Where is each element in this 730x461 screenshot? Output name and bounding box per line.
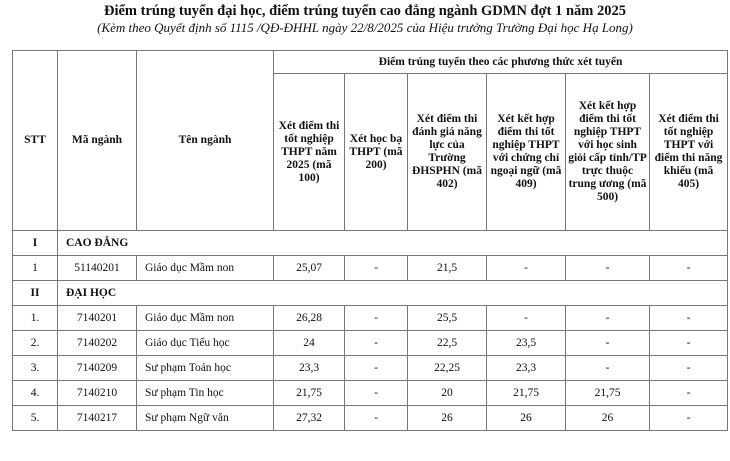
row-stt: 1 xyxy=(13,256,58,281)
header-method-405: Xét điểm thi tốt nghiệp THPT với điểm thi năng khiếu (mã 405) xyxy=(650,74,728,231)
score-500: - xyxy=(566,331,650,356)
header-method-100: Xét điểm thi tốt nghiệp THPT năm 2025 (mã 100) xyxy=(274,74,345,231)
section-roman: I xyxy=(13,231,58,256)
score-500: - xyxy=(566,356,650,381)
score-409: 23,5 xyxy=(487,331,566,356)
score-100: 25,07 xyxy=(274,256,345,281)
score-100: 21,75 xyxy=(274,381,345,406)
score-100: 27,32 xyxy=(274,406,345,431)
score-200: - xyxy=(345,406,408,431)
score-100: 23,3 xyxy=(274,356,345,381)
score-402: 21,5 xyxy=(408,256,487,281)
score-409: - xyxy=(487,306,566,331)
section-name: CAO ĐẲNG xyxy=(58,231,728,256)
score-402: 25,5 xyxy=(408,306,487,331)
score-100: 26,28 xyxy=(274,306,345,331)
score-405: - xyxy=(650,331,728,356)
row-stt: 1. xyxy=(13,306,58,331)
row-code: 7140209 xyxy=(58,356,137,381)
table-body xyxy=(13,231,728,431)
table-row xyxy=(13,406,728,431)
score-402: 22,5 xyxy=(408,331,487,356)
document-subtitle: (Kèm theo Quyết định số 1115 /QĐ-ĐHHL ngày 22/8/2025 của Hiệu trưởng Trường Đại học Hạ Long) xyxy=(97,20,633,35)
score-100: 24 xyxy=(274,331,345,356)
section-row xyxy=(13,231,728,256)
row-name: Sư phạm Tin học xyxy=(137,381,274,406)
header-stt: STT xyxy=(13,51,58,231)
score-405: - xyxy=(650,356,728,381)
table-row xyxy=(13,256,728,281)
table-row xyxy=(13,381,728,406)
score-409: 26 xyxy=(487,406,566,431)
score-409: 21,75 xyxy=(487,381,566,406)
row-code: 7140210 xyxy=(58,381,137,406)
row-name: Giáo dục Tiểu học xyxy=(137,331,274,356)
score-405: - xyxy=(650,256,728,281)
score-200: - xyxy=(345,331,408,356)
row-name: Giáo dục Mầm non xyxy=(137,256,274,281)
table-row xyxy=(13,306,728,331)
score-409: 23,3 xyxy=(487,356,566,381)
table-row xyxy=(13,331,728,356)
score-409: - xyxy=(487,256,566,281)
section-row xyxy=(13,281,728,306)
score-500: - xyxy=(566,306,650,331)
header-method-500: Xét kết hợp điểm thi tốt nghiệp THPT với học sinh giỏi cấp tỉnh/TP trực thuộc trung ương (mã 500) xyxy=(566,74,650,231)
score-405: - xyxy=(650,381,728,406)
score-405: - xyxy=(650,406,728,431)
score-405: - xyxy=(650,306,728,331)
header-method-402: Xét điểm thi đánh giá năng lực của Trường ĐHSPHN (mã 402) xyxy=(408,74,487,231)
table-row xyxy=(13,356,728,381)
score-402: 20 xyxy=(408,381,487,406)
row-code: 7140217 xyxy=(58,406,137,431)
row-stt: 3. xyxy=(13,356,58,381)
score-402: 22,25 xyxy=(408,356,487,381)
score-200: - xyxy=(345,381,408,406)
score-500: 26 xyxy=(566,406,650,431)
header-method-200: Xét học bạ THPT (mã 200) xyxy=(345,74,408,231)
row-name: Giáo dục Mầm non xyxy=(137,306,274,331)
admission-scores-table xyxy=(12,50,728,431)
row-code: 7140201 xyxy=(58,306,137,331)
header-method-409: Xét kết hợp điểm thi tốt nghiệp THPT với chứng chỉ ngoại ngữ (mã 409) xyxy=(487,74,566,231)
document-title: Điểm trúng tuyển đại học, điểm trúng tuyển cao đẳng ngành GDMN đợt 1 năm 2025 xyxy=(103,3,626,19)
score-500: 21,75 xyxy=(566,381,650,406)
score-200: - xyxy=(345,306,408,331)
row-stt: 4. xyxy=(13,381,58,406)
score-402: 26 xyxy=(408,406,487,431)
header-ma-nganh: Mã ngành xyxy=(58,51,137,231)
header-methods-group: Điểm trúng tuyển theo các phương thức xét tuyển xyxy=(274,51,728,74)
row-stt: 5. xyxy=(13,406,58,431)
row-stt: 2. xyxy=(13,331,58,356)
section-roman: II xyxy=(13,281,58,306)
header-ten-nganh: Tên ngành xyxy=(137,51,274,231)
score-200: - xyxy=(345,356,408,381)
score-500: - xyxy=(566,256,650,281)
row-code: 7140202 xyxy=(58,331,137,356)
section-name: ĐẠI HỌC xyxy=(58,281,728,306)
row-name: Sư phạm Toán học xyxy=(137,356,274,381)
score-200: - xyxy=(345,256,408,281)
row-code: 51140201 xyxy=(58,256,137,281)
row-name: Sư phạm Ngữ văn xyxy=(137,406,274,431)
